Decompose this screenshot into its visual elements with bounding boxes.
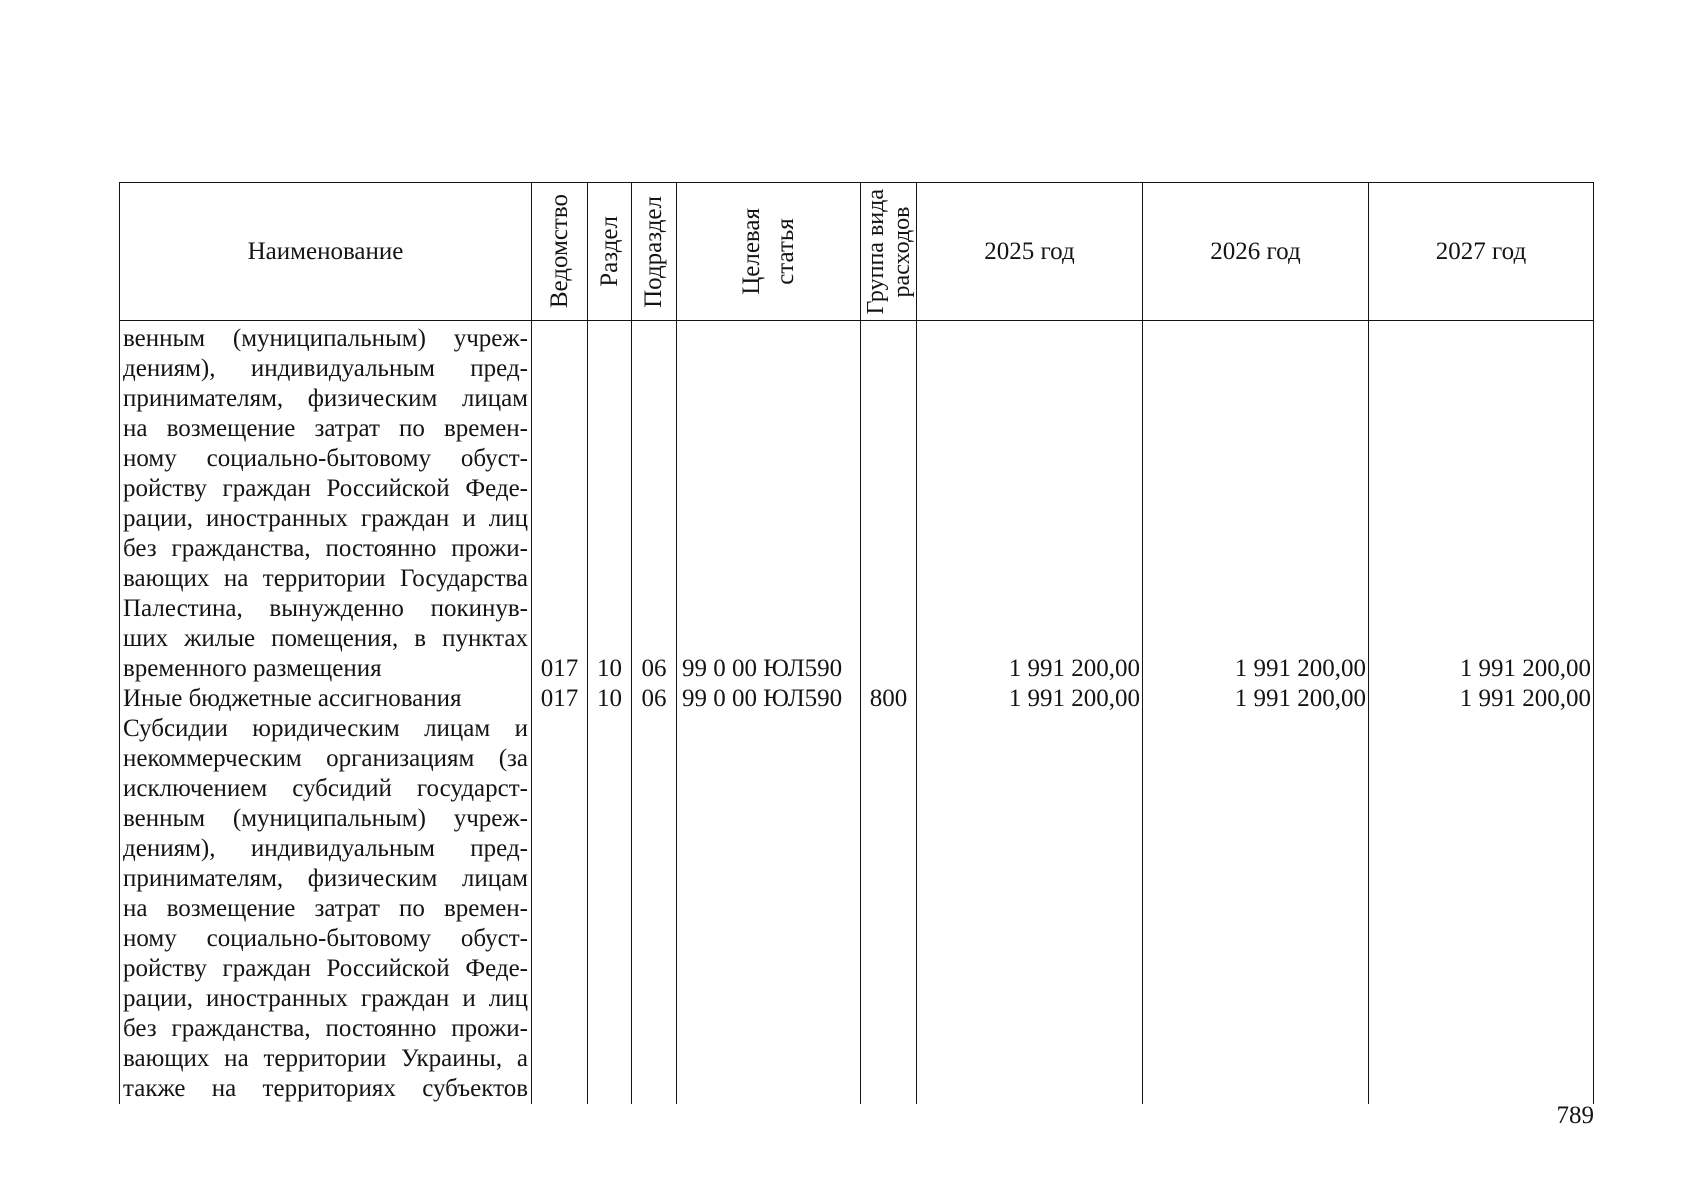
name-line: на возмещение затрат по времен- [123,895,528,922]
amount-2026-cell [1143,321,1369,684]
vedomstvo-cell [532,714,588,1104]
name-line: временного размещения [123,655,382,682]
razdel-value: 10 [597,655,622,682]
podrazdel-cell [632,321,677,684]
amount-2025-cell [917,714,1143,1104]
amount-2025-cell [917,321,1143,684]
header-vedomstvo-label: Ведомство [545,194,573,309]
header-gruppa-line-2: расходов [888,206,915,297]
name-line: рации, иностранных граждан и лиц [123,505,528,532]
name-line: принимателям, физическим лицам [123,385,528,412]
amount-2027: 1 991 200,00 [1459,655,1591,682]
razdel-cell [588,714,632,1104]
amount-2027-cell [1369,714,1594,1104]
row-name-cell [119,714,532,1104]
celevaya-statya-value: 99 0 00 ЮЛ590 [682,655,843,682]
row-name-cell [119,684,532,714]
celevaya-statya-cell [677,714,861,1104]
name-line: без гражданства, постоянно прожи- [123,1015,528,1042]
razdel-value: 10 [597,685,622,712]
name-line: на возмещение затрат по времен- [123,415,528,442]
gruppa-cell [861,684,917,714]
podrazdel-cell [632,714,677,1104]
header-name-label: Наименование [247,237,404,265]
vedomstvo-value: 017 [540,655,579,682]
name-line: также на территориях субъектов [123,1075,528,1102]
amount-2027-cell [1369,684,1594,714]
name-line: дениям), индивидуальным пред- [123,835,528,862]
amount-2027: 1 991 200,00 [1459,685,1591,712]
name-line: рации, иностранных граждан и лиц [123,985,528,1012]
name-line: Субсидии юридическим лицам и [123,715,528,742]
podrazdel-value: 06 [641,685,667,712]
header-celevaya-statya-label [735,208,803,295]
celevaya-statya-cell [677,684,861,714]
header-celevaya-line-1: Целевая [737,208,765,295]
amount-2025: 1 991 200,00 [1008,685,1140,712]
name-line: венным (муниципальным) учреж- [123,325,528,352]
header-2025-label: 2025 год [984,237,1075,265]
amount-2026: 1 991 200,00 [1234,655,1366,682]
header-razdel-label: Раздел [595,216,623,287]
header-gruppa [861,182,917,321]
header-2025 [917,182,1143,321]
name-line: исключением субсидий государст- [123,775,528,802]
header-podrazdel [632,182,677,321]
celevaya-statya-value: 99 0 00 ЮЛ590 [682,685,843,712]
header-vedomstvo [532,182,588,321]
podrazdel-cell [632,684,677,714]
razdel-cell [588,684,632,714]
amount-2025-cell [917,684,1143,714]
name-line: принимателям, физическим лицам [123,865,528,892]
header-2026-label: 2026 год [1210,237,1301,265]
name-line: дениям), индивидуальным пред- [123,355,528,382]
amount-2027-cell [1369,321,1594,684]
name-line: ному социально-бытовому обуст- [123,445,528,472]
podrazdel-value: 06 [641,655,667,682]
amount-2025: 1 991 200,00 [1008,655,1140,682]
header-2026 [1143,182,1369,321]
name-line: Палестина, вынужденно покинув- [123,595,528,622]
row-name-cell [119,321,532,684]
header-celevaya-line-2: статья [771,218,799,285]
header-2027 [1369,182,1594,321]
name-line: Иные бюджетные ассигнования [123,685,462,712]
gruppa-cell [861,714,917,1104]
razdel-cell [588,321,632,684]
vedomstvo-value: 017 [540,685,579,712]
name-line: венным (муниципальным) учреж- [123,805,528,832]
vedomstvo-cell [532,684,588,714]
amount-2026-cell [1143,714,1369,1104]
header-gruppa-line-1: Группа вида [862,188,889,315]
header-2027-label: 2027 год [1435,237,1527,265]
celevaya-statya-cell [677,321,861,684]
name-line: без гражданства, постоянно прожи- [123,535,528,562]
header-gruppa-label [863,189,915,314]
name-line: некоммерческим организациям (за [123,745,528,772]
name-line: ному социально-бытовому обуст- [123,925,528,952]
name-line: ройству граждан Российской Феде- [123,955,528,982]
gruppa-cell [861,321,917,684]
name-line: ройству граждан Российской Феде- [123,475,528,502]
page-number: 789 [1556,1102,1594,1129]
budget-table [119,182,1594,1104]
name-line: ших жилые помещения, в пунктах [123,625,528,652]
gruppa-value: 800 [869,685,908,712]
header-razdel [588,182,632,321]
name-line: вающих на территории Государства [123,565,528,592]
header-name [119,182,532,321]
name-line: вающих на территории Украины, а [123,1045,528,1072]
vedomstvo-cell [532,321,588,684]
header-podrazdel-label: Подраздел [640,195,667,308]
amount-2026: 1 991 200,00 [1234,685,1366,712]
amount-2026-cell [1143,684,1369,714]
header-celevaya-statya [677,182,861,321]
